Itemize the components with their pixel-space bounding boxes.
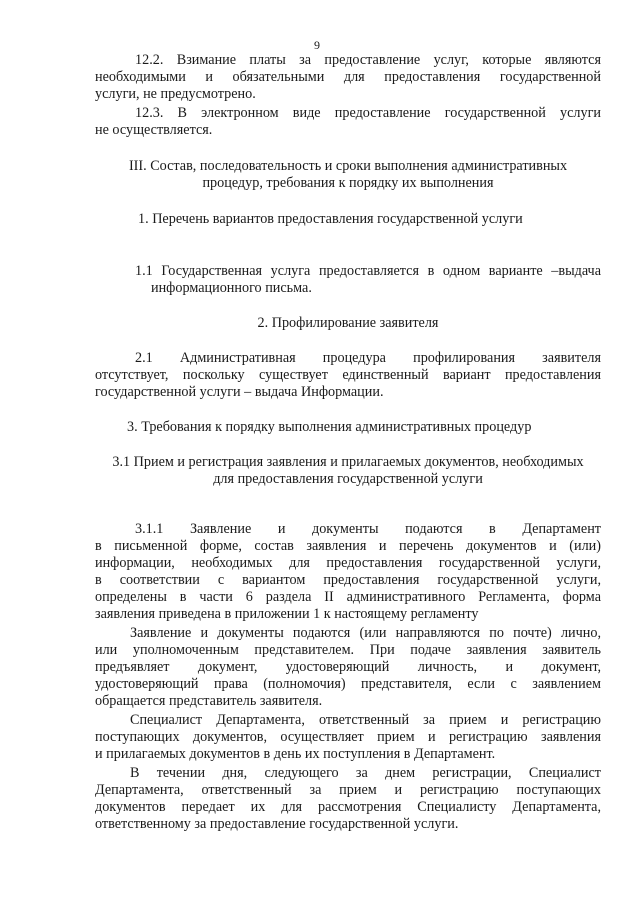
paragraph-12-3-line-2: не осуществляется.	[95, 122, 213, 138]
paragraph-during-line-3: документов передает их для рассмотрения Специалисту Департамента,	[95, 799, 601, 815]
paragraph-specialist-line-3: и прилагаемых документов в день их поступления в Департамент.	[95, 746, 496, 762]
paragraph-apply-line-5: обращается представитель заявителя.	[95, 693, 323, 709]
paragraph-3-1-1-line-1: 3.1.1 Заявление и документы подаются в Департамент	[135, 521, 601, 537]
paragraph-3-1-1-line-5: определены в части 6 раздела II административного Регламента, форма	[95, 589, 601, 605]
paragraph-during-line-1: В течении дня, следующего за днем регистрации, Специалист	[130, 765, 601, 781]
section-3-title-line-1: III. Состав, последовательность и сроки выполнения административных	[128, 158, 568, 174]
paragraph-12-2-line-2: необходимыми и обязательными для предоставления государственной	[95, 69, 601, 85]
paragraph-specialist-line-1: Специалист Департамента, ответственный за прием и регистрацию	[130, 712, 601, 728]
paragraph-2-1-line-2: отсутствует, поскольку существует единственный вариант предоставления	[95, 367, 601, 383]
paragraph-2-1-line-3: государственной услуги – выдача Информации.	[95, 384, 384, 400]
paragraph-3-1-1-line-4: в соответствии с вариантом предоставления государственной услуги,	[95, 572, 601, 588]
paragraph-2-1-line-1: 2.1 Административная процедура профилирования заявителя	[135, 350, 601, 366]
heading-3-1-line-1: 3.1 Прием и регистрация заявления и прилагаемых документов, необходимых	[112, 454, 584, 470]
heading-2: 2. Профилирование заявителя	[257, 315, 439, 331]
paragraph-apply-line-4: удостоверяющий права (полномочия) представителя, если с заявлением	[95, 676, 601, 692]
paragraph-12-2-line-1: 12.2. Взимание платы за предоставление услуг, которые являются	[135, 52, 601, 68]
paragraph-during-line-4: ответственному за предоставление государственной услуги.	[95, 816, 459, 832]
page-number: 9	[314, 38, 320, 52]
heading-3: 3. Требования к порядку выполнения административных процедур	[127, 419, 532, 435]
heading-3-1-line-2: для предоставления государственной услуги	[213, 471, 483, 487]
paragraph-12-2-line-3: услуги, не предусмотрено.	[95, 86, 256, 102]
paragraph-apply-line-3: предъявляет документ, удостоверяющий личность, и документ,	[95, 659, 601, 675]
paragraph-apply-line-1: Заявление и документы подаются (или направляются по почте) лично,	[130, 625, 601, 641]
paragraph-during-line-2: Департамента, ответственный за прием и регистрацию поступающих	[95, 782, 601, 798]
paragraph-3-1-1-line-6: заявления приведена в приложении 1 к настоящему регламенту	[95, 606, 479, 622]
paragraph-1-1-line-2: информационного письма.	[151, 280, 312, 296]
paragraph-12-3-line-1: 12.3. В электронном виде предоставление государственной услуги	[135, 105, 601, 121]
paragraph-specialist-line-2: поступающих документов, осуществляет прием и регистрацию заявления	[95, 729, 601, 745]
paragraph-apply-line-2: или уполномоченным представителем. При подаче заявления заявитель	[95, 642, 601, 658]
paragraph-3-1-1-line-3: информации, необходимых для предоставления государственной услуги,	[95, 555, 601, 571]
section-3-title-line-2: процедур, требования к порядку их выполнения	[202, 175, 494, 191]
paragraph-1-1-line-1: 1.1 Государственная услуга предоставляется в одном варианте –выдача	[135, 263, 601, 279]
paragraph-3-1-1-line-2: в письменной форме, состав заявления и перечень документов и (или)	[95, 538, 601, 554]
heading-1: 1. Перечень вариантов предоставления государственной услуги	[138, 211, 523, 227]
